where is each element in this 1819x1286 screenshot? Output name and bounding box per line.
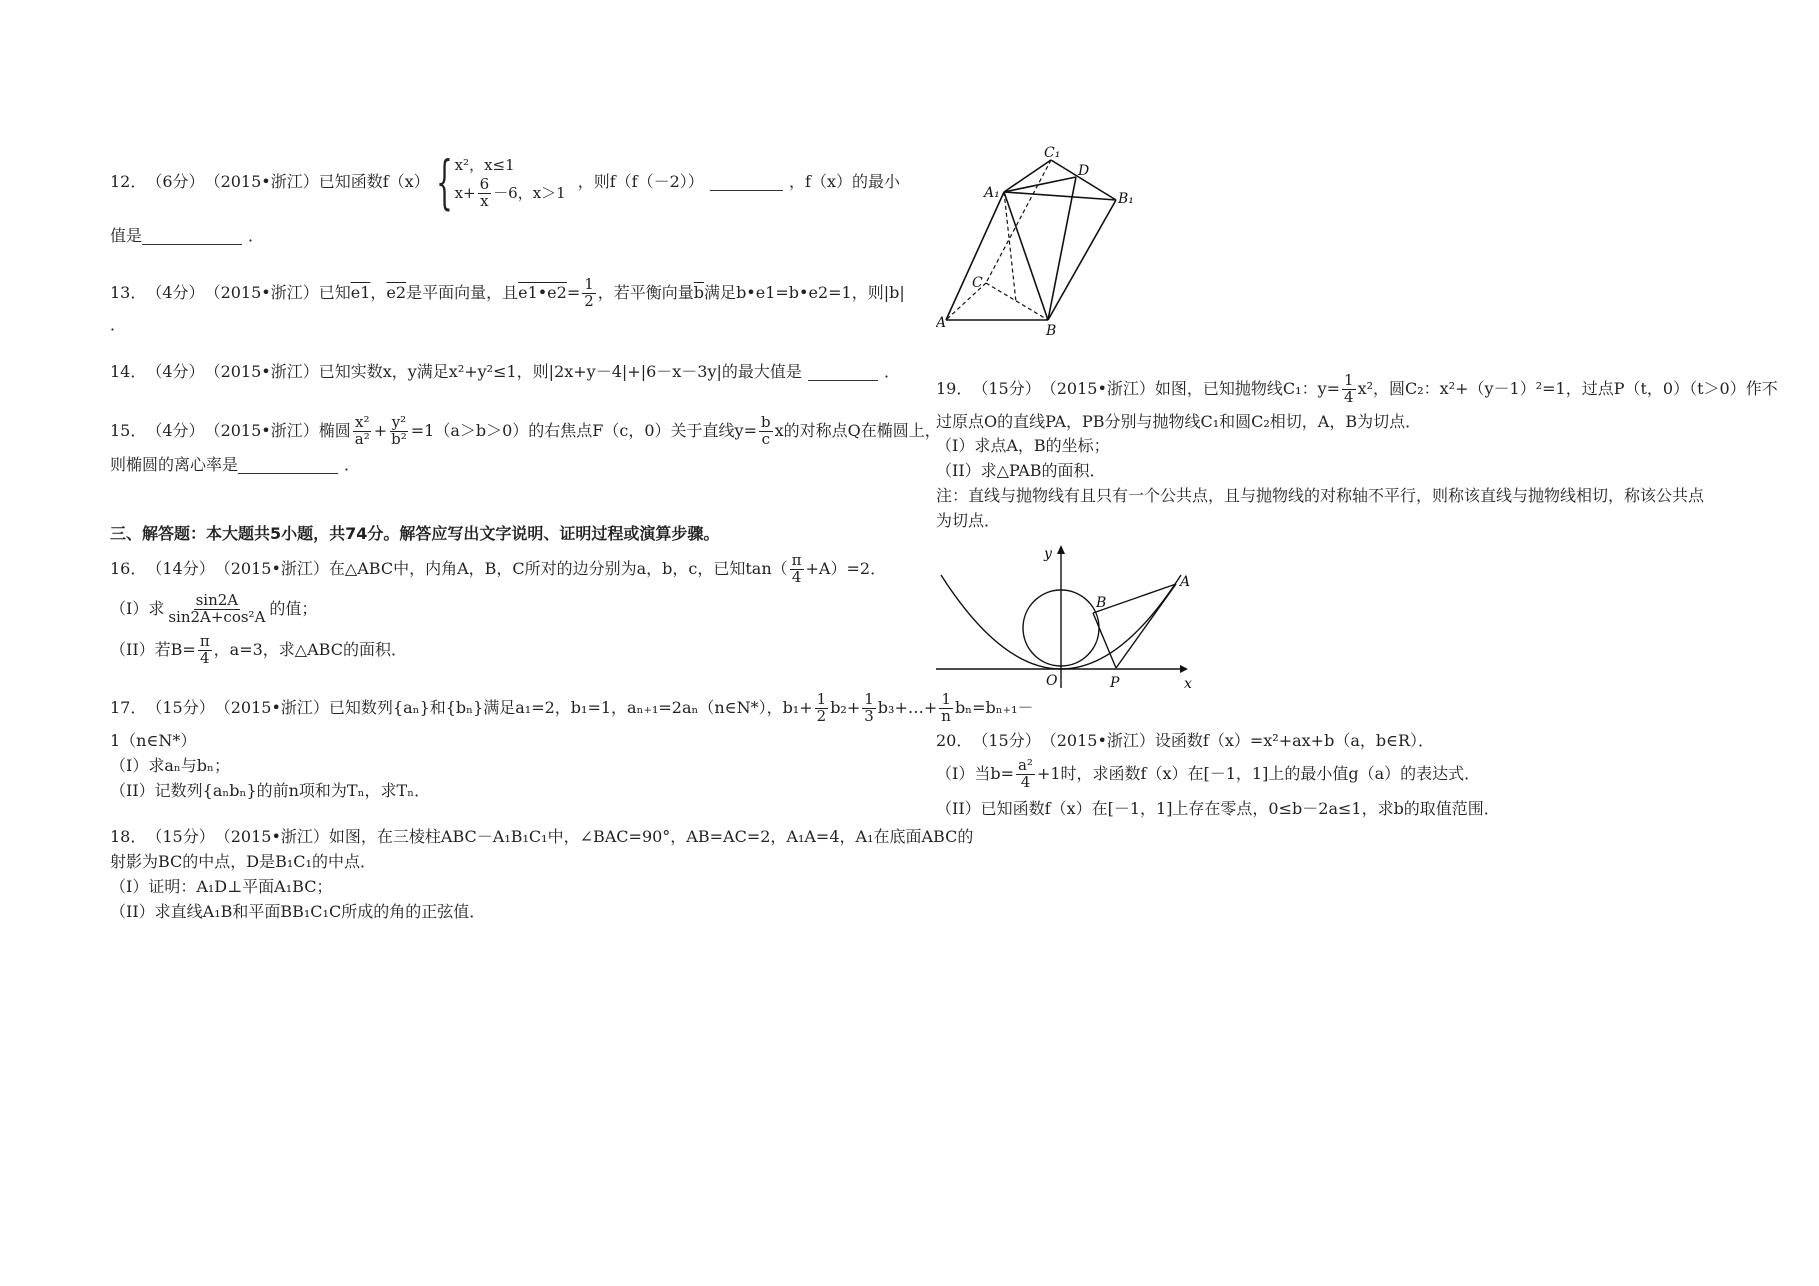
right-column [936, 145, 1778, 822]
question-source: （2015•浙江） [204, 171, 319, 191]
label-A: A [1180, 574, 1191, 591]
label-B: B [1046, 323, 1057, 335]
question-text: 已知函数f（x） [318, 171, 430, 191]
label-C: C [972, 275, 983, 291]
fraction: $\frac{1}{2}$ [816, 690, 827, 726]
fraction: $\frac{\pi}{4}$ [791, 550, 802, 586]
question-12-line-2: 值是 ． [110, 226, 265, 245]
question-number: 12． [110, 171, 147, 191]
label-B: B [1096, 595, 1107, 612]
question-15-line-2: 则椭圆的离心率是 ． [110, 455, 361, 475]
question-17-part-2: （II）记数列{aₙbₙ}的前n项和为Tₙ，求Tₙ． [110, 780, 431, 800]
question-19-note: 注：直线与抛物线有且只有一个公共点，且与抛物线的对称轴不平行，则称该直线与抛物线相切，称该公共点 [936, 485, 1705, 505]
question-17-part-1: （I）求aₙ与bₙ； [110, 755, 230, 775]
question-12 [110, 150, 900, 214]
fraction: $\frac{1}{n}$ [941, 690, 951, 726]
question-14: 14． （4分） （2015•浙江） 已知实数x，y满足x²+y²≤1，则|2x+y－4|+|6－x－3y|的最大值是 ． [110, 362, 900, 382]
section-heading: 三、解答题：本大题共5小题，共74分。解答应写出文字说明、证明过程或演算步骤。 [110, 524, 720, 544]
question-19-line-2: 过原点O的直线PA，PB分别与抛物线C₁和圆C₂相切，A，B为切点． [936, 411, 1422, 431]
prism-figure [936, 145, 1136, 335]
question-18-line-2: 射影为BC的中点，D是B₁C₁的中点． [110, 852, 376, 872]
label-A: A [936, 315, 947, 331]
fraction: $\frac{6}{x}$ [479, 175, 490, 211]
vector-e2: e2 [386, 282, 407, 302]
question-18-part-1: （I）证明：A₁D⊥平面A₁BC； [110, 876, 333, 896]
question-16: 16． （14分） （2015•浙江） 在△ABC中，内角A，B，C所对的边分别为a，b，c，已知tan（ $\frac{\pi}{4}$ +A）=2． [110, 550, 887, 586]
question-19-part-2: （II）求△PAB的面积． [936, 461, 1106, 481]
question-score: （6分） [146, 171, 205, 191]
question-20-part-1: （I）当b= $\frac{\text{a²}}{4}$ +1时，求函数f（x）在[－1，1]上的最小值g（a）的表达式． [936, 756, 1481, 792]
fraction: $\frac{\text{x²}}{\text{a²}}$ [354, 412, 370, 448]
answer-blank[interactable] [238, 457, 338, 474]
label-C1: C₁ [1044, 145, 1061, 161]
question-16-part-2: （II）若B= $\frac{\pi}{4}$ ，a=3，求△ABC的面积． [110, 631, 407, 667]
case-2: x+ $\frac{6}{x}$ －6，x＞1 [454, 175, 566, 211]
fraction: $\frac{\sin 2A}{\text{sin2A+cos²A}}$ [168, 591, 266, 627]
question-19: 19． （15分） （2015•浙江） 如图，已知抛物线C₁：y= $\frac{1}{4}$ x²，圆C₂：x²+（y－1）²=1，过点P（t，0）（t＞0）作不 [936, 371, 1778, 406]
question-13-end: ． [110, 315, 127, 335]
parabola-figure [936, 543, 1196, 703]
label-O: O [1046, 673, 1058, 690]
piecewise-cases [455, 154, 566, 210]
question-17-line-2: 1（n∈N*） [110, 730, 197, 750]
case-1: x²，x≤1 [454, 156, 515, 175]
fraction: $\frac{\text{y²}}{\text{b²}}$ [391, 412, 407, 448]
vector-b: $\overline{b}$ [693, 282, 705, 302]
fraction: $\frac{\pi}{4}$ [199, 631, 210, 667]
question-15: 15． （4分） （2015•浙江） 椭圆 $\frac{\text{x²}}{\text{a²}}$ + $\frac{\text{y²}}{\text{b²}}$ =1（a＞b＞0）的右焦点F（c，0）关于直线y= $\frac{b}{c}$ x的对称点Q在椭圆上， [110, 412, 941, 448]
answer-blank[interactable] [142, 228, 242, 245]
question-13: 13． （4分） （2015•浙江） 已知 e1 ， e2 是平面向量，且 e1•e2 = $\frac{1}{2}$ ，若平衡向量 $\overline{b}$ 满足 b•e1=b•e2=1，则|b| [110, 274, 905, 310]
fraction: $\frac{1}{3}$ [864, 690, 874, 726]
question-18-part-2: （II）求直线A₁B和平面BB₁C₁C所成的角的正弦值． [110, 901, 486, 921]
answer-blank[interactable] [710, 174, 783, 191]
answer-blank[interactable] [808, 364, 878, 381]
question-16-part-1: （I）求 $\frac{\sin 2A}{\text{sin2A+cos²A}}$ 的值； [110, 591, 318, 627]
axis-label-y: y [1044, 546, 1052, 563]
fraction: $\frac{1}{2}$ [584, 274, 594, 310]
question-20-part-2: （II）已知函数f（x）在[－1，1]上存在零点，0≤b－2a≤1，求b的取值范围． [936, 798, 1500, 818]
question-20: 20． （15分） （2015•浙江） 设函数f（x）=x²+ax+b（a，b∈R）． [936, 731, 1435, 751]
brace-symbol: { [435, 148, 453, 216]
question-text: ，则f（f（－2）） [577, 171, 704, 191]
label-P: P [1110, 675, 1120, 692]
vector-e1: e1 [350, 282, 371, 302]
question-18: 18． （15分） （2015•浙江） 如图，在三棱柱ABC－A₁B₁C₁中，∠BAC=90°，AB=AC=2，A₁A=4，A₁在底面ABC的 [110, 827, 974, 847]
fraction: $\frac{1}{4}$ [1344, 371, 1354, 406]
question-19-note-2: 为切点． [936, 510, 1001, 530]
label-B1: B₁ [1118, 191, 1134, 207]
label-D: D [1078, 163, 1090, 179]
fraction: $\frac{\text{a²}}{4}$ [1017, 756, 1033, 792]
axis-label-x: x [1184, 676, 1192, 693]
question-17: 17． （15分） （2015•浙江） 已知数列{aₙ}和{bₙ}满足a₁=2，b₁=1，aₙ₊₁=2aₙ（n∈N*），b₁+ $\frac{1}{2}$ b₂+ $\frac{1}{3}$ b₃+…+ $\frac{1}{n}$ bₙ=bₙ₊₁－ [110, 690, 1034, 726]
fraction: $\frac{b}{c}$ [761, 412, 771, 448]
question-text: ，f（x）的最小 [789, 171, 900, 191]
question-19-part-1: （I）求点A，B的坐标； [936, 436, 1110, 456]
label-A1: A₁ [984, 185, 1000, 201]
